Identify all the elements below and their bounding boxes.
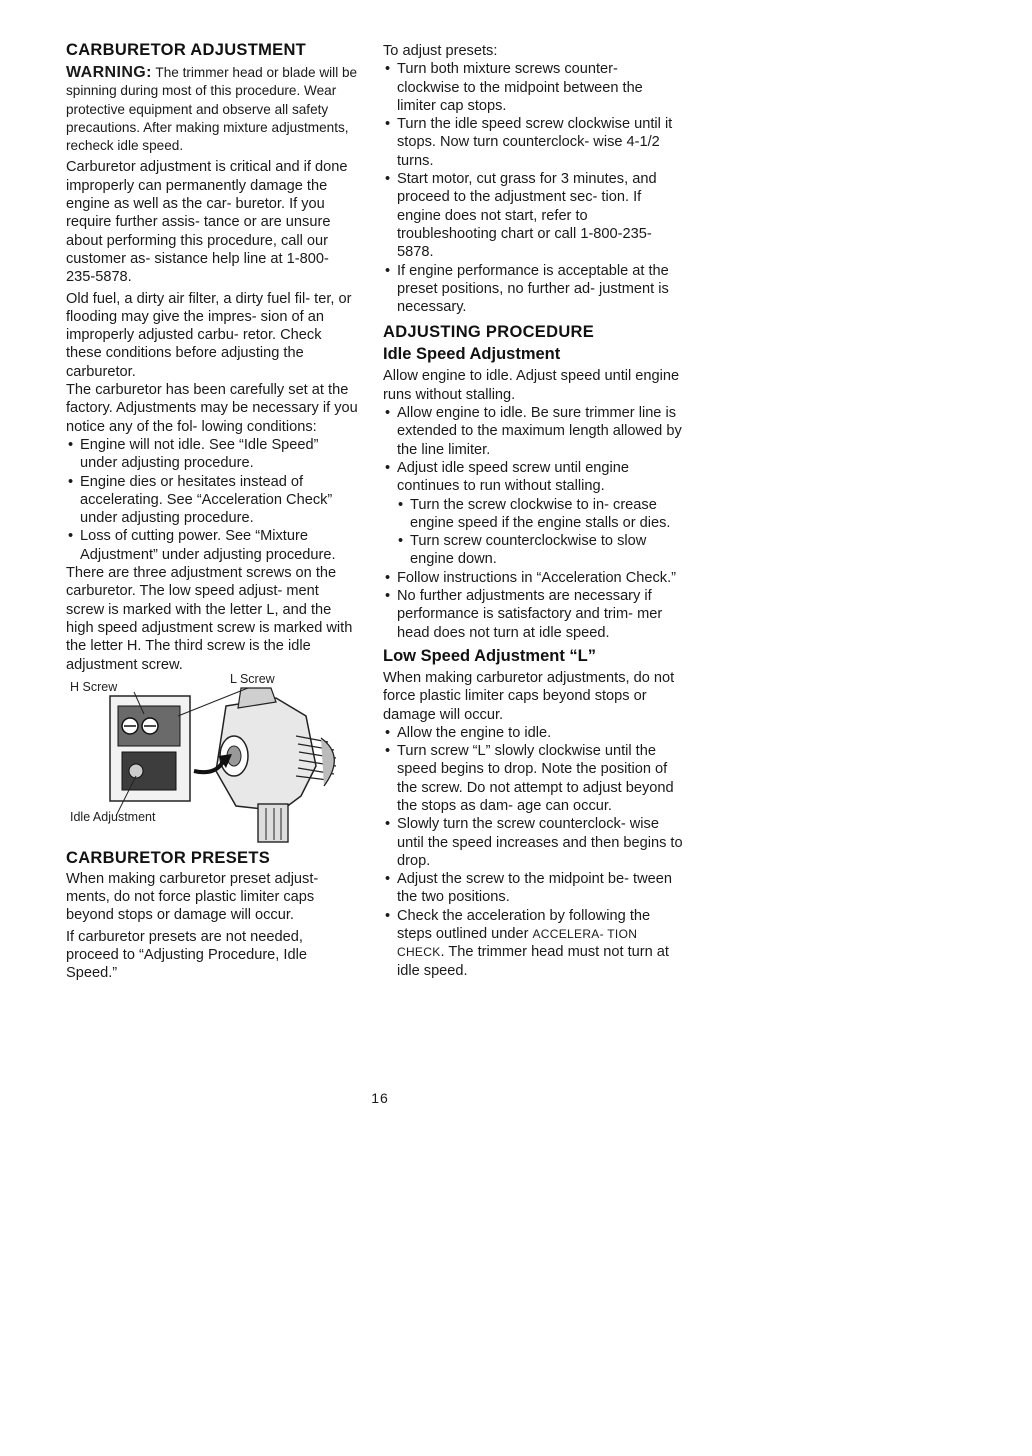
l-screw-label: L Screw xyxy=(230,671,275,686)
list-item: • Adjust idle speed screw until engine continues to run without stalling. xyxy=(383,459,683,496)
warning-label: WARNING: xyxy=(66,64,152,81)
paragraph-presets-not-needed: If carburetor presets are not needed, proceed to “Adjusting Procedure, Idle Speed.” xyxy=(66,928,307,982)
list-item: • Follow instructions in “Acceleration Check.” xyxy=(383,569,683,587)
low-intro: When making carburetor adjustments, do not force plastic limiter caps beyond stops or damage will occur. xyxy=(383,669,675,723)
warning-paragraph xyxy=(66,64,358,155)
adjusting-procedure-heading: ADJUSTING PROCEDURE xyxy=(383,323,595,342)
carburetor-adjustment-heading: CARBURETOR ADJUSTMENT xyxy=(66,41,307,59)
low-b5-post: . The trimmer head must not turn at idle speed. xyxy=(397,944,669,979)
list-item: • Allow engine to idle. Be sure trimmer line is extended to the maximum length allowed by the line limiter. xyxy=(383,404,683,459)
presets-intro: To adjust presets: xyxy=(383,43,498,59)
low-speed-subheading: Low Speed Adjustment “L” xyxy=(383,646,596,665)
page-number: 16 xyxy=(371,1090,389,1106)
paragraph-presets: When making carburetor preset adjust- ments, do not force plastic limiter caps beyond stops or damage will occur. xyxy=(66,870,319,924)
list-item: • Engine dies or hesitates instead of accelerating. See “Acceleration Check” under adjusting procedure. xyxy=(66,473,358,528)
idle-adjustment-label: Idle Adjustment xyxy=(70,809,156,824)
conditions-list xyxy=(66,436,358,564)
right-column xyxy=(383,42,683,980)
left-column xyxy=(66,40,358,983)
list-item: • Turn the idle speed screw clockwise until it stops. Now turn counterclock- wise 4-1/2 turns. xyxy=(383,115,683,170)
carburetor-presets-heading: CARBURETOR PRESETS xyxy=(66,848,271,867)
list-sub-item: • Turn the screw clockwise to in- crease engine speed if the engine stalls or dies. xyxy=(383,496,683,533)
idle-list xyxy=(383,404,683,642)
low-b5-pre: Check the acceleration by following the steps outlined under xyxy=(397,907,651,943)
list-item: • Turn both mixture screws counter- clockwise to the midpoint between the limiter cap stops. xyxy=(383,60,683,115)
idle-intro: Allow engine to idle. Adjust speed until engine runs without stalling. xyxy=(383,368,680,403)
h-screw-label: H Screw xyxy=(70,679,118,694)
idle-speed-subheading: Idle Speed Adjustment xyxy=(383,345,561,364)
list-item: • Adjust the screw to the midpoint be- tween the two positions. xyxy=(383,870,683,907)
paragraph-factory-set: The carburetor has been carefully set at the factory. Adjustments may be necessary if you notice any of the fol- lowing conditions: xyxy=(66,382,358,435)
paragraph-three-screws: There are three adjustment screws on the carburetor. The low speed adjust- ment screw is marked with the letter L, and the high speed adjustment screw is marked with the letter H. The third screw is the idle adjustment screw. xyxy=(66,565,353,673)
list-item: • Turn screw “L” slowly clockwise until the speed begins to drop. Note the position of the screw. Do not attempt to adjust beyond the stops as dam- age can occur. xyxy=(383,742,683,815)
list-item: • Allow the engine to idle. xyxy=(383,724,683,742)
list-item: • No further adjustments are necessary if performance is satisfactory and trim- mer head does not turn at idle speed. xyxy=(383,587,683,642)
list-item xyxy=(383,907,683,980)
paragraph-critical: Carburetor adjustment is critical and if done improperly can permanently damage the engine as well as the car- buretor. If you require further assis- tance or are unsure about performing this procedure, call our customer as- sistance help line at 1-800-235-5878. xyxy=(66,159,348,286)
list-item: • If engine performance is acceptable at the preset positions, no further ad- justment is necessary. xyxy=(383,262,683,317)
list-item: • Slowly turn the screw counterclock- wise until the speed increases and then begins to drop. xyxy=(383,815,683,870)
carburetor-figure xyxy=(66,671,358,848)
presets-list xyxy=(383,60,683,316)
list-item: • Start motor, cut grass for 3 minutes, and proceed to the adjustment sec- tion. If engine does not start, refer to troubleshooting chart or call 1-800-235-5878. xyxy=(383,170,683,261)
list-sub-item: • Turn screw counterclockwise to slow engine down. xyxy=(383,532,683,569)
warning-text: The trimmer head or blade will be spinning during most of this procedure. Wear protective equipment and observe all safety precautions. After making mixture adjustments, recheck idle speed. xyxy=(66,65,358,154)
list-item: • Engine will not idle. See “Idle Speed” under adjusting procedure. xyxy=(66,436,358,473)
list-item: • Loss of cutting power. See “Mixture Adjustment” under adjusting procedure. xyxy=(66,527,358,564)
paragraph-old-fuel: Old fuel, a dirty air filter, a dirty fuel fil- ter, or flooding may give the impres- sion of an improperly adjusted carbu- retor. Check these conditions before adjusting the carburetor. xyxy=(66,290,352,380)
acceleration-check-ref: ACCELERA- TION CHECK xyxy=(397,927,638,960)
low-list xyxy=(383,724,683,980)
